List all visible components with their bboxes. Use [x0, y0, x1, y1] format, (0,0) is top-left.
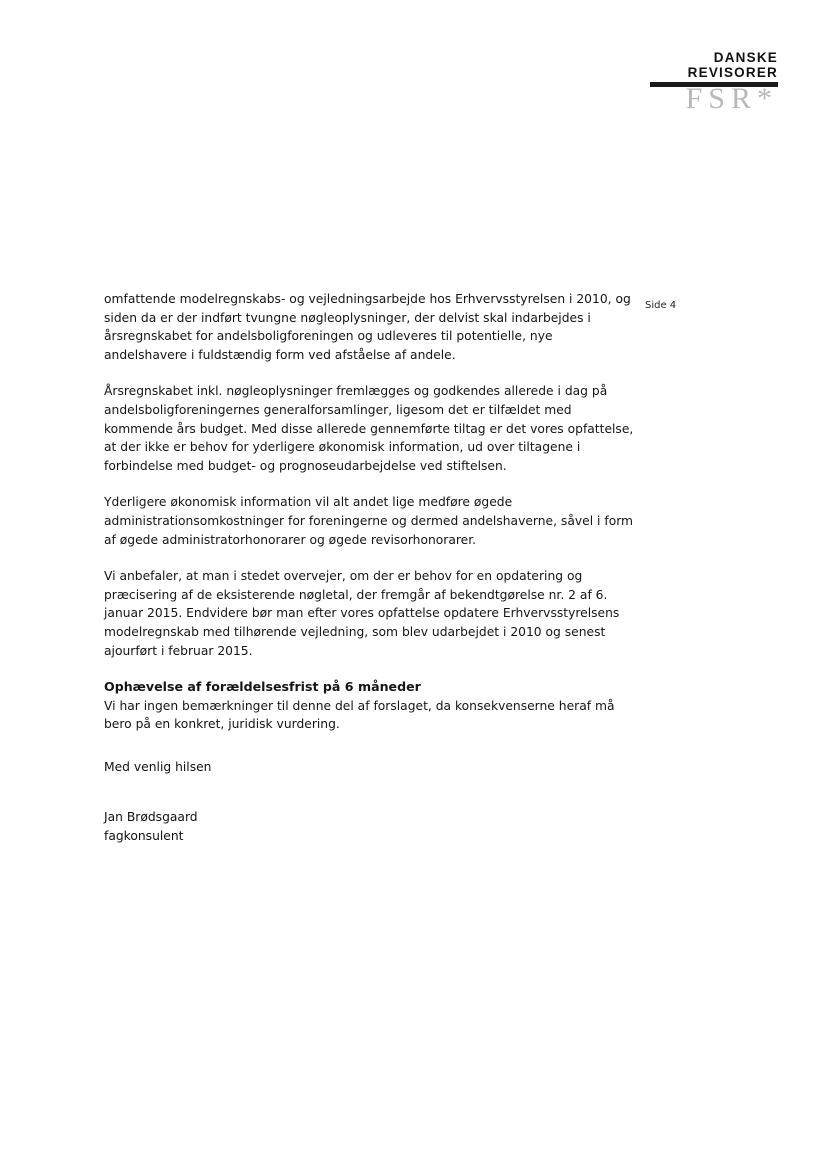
signature-block	[104, 808, 198, 845]
paragraph-2: Årsregnskabet inkl. nøgleoplysninger fremlægges og godkendes allerede i dag på andelsboligforeningernes generalforsamlinger, ligesom det er tilfældet med kommende års budget. Med disse allerede gennemførte tiltag er det vores opfattelse, at der ikke er behov for yderligere økonomisk information, ud over tiltagene i forbindelse med budget- og prognoseudarbejdelse ved stiftelsen.	[104, 384, 634, 473]
page-number: Side 4	[645, 300, 677, 311]
paragraph-1: omfattende modelregnskabs- og vejledningsarbejde hos Erhvervsstyrelsen i 2010, og siden da er der indført tvungne nøgleoplysninger, der delvist skal indarbejdes i årsregnskabet for andelsboligforeningen og udleveres til potentielle, nye andelshavere i fuldstændig form ved afståelse af andele.	[104, 292, 631, 362]
paragraph-spacer	[104, 660, 634, 678]
logo-mark-fsr: FSR*	[685, 82, 778, 115]
fsr-logo	[630, 48, 778, 115]
paragraph-spacer	[104, 549, 634, 567]
section-body: Vi har ingen bemærkninger til denne del af forslaget, da konsekvenserne heraf må bero på en konkret, juridisk vurdering.	[104, 698, 615, 732]
paragraph-spacer	[104, 475, 634, 493]
closing-salutation: Med venlig hilsen	[104, 760, 212, 774]
logo-line-revisorer: REVISORER	[687, 65, 778, 80]
letter-body	[104, 290, 634, 734]
signer-title: fagkonsulent	[104, 828, 184, 843]
section-heading: Ophævelse af forældelsesfrist på 6 måneder	[104, 679, 421, 695]
paragraph-3: Yderligere økonomisk information vil alt andet lige medføre øgede administrationsomkostninger for foreningerne og dermed andelshaverne, såvel i form af øgede administratorhonorarer og øgede revisorhonorarer.	[104, 495, 634, 547]
signer-name: Jan Brødsgaard	[104, 810, 198, 824]
paragraph-4: Vi anbefaler, at man i stedet overvejer, om der er behov for en opdatering og præcisering af de eksisterende nøgletal, der fremgår af bekendtgørelse nr. 2 af 6. januar 2015. Endvidere bør man efter vores opfattelse opdatere Erhvervsstyrelsens modelregnskab med tilhørende vejledning, som blev udarbejdet i 2010 og senest ajourført i februar 2015.	[104, 569, 620, 658]
logo-line-danske: DANSKE	[713, 50, 778, 65]
paragraph-spacer	[104, 364, 634, 382]
